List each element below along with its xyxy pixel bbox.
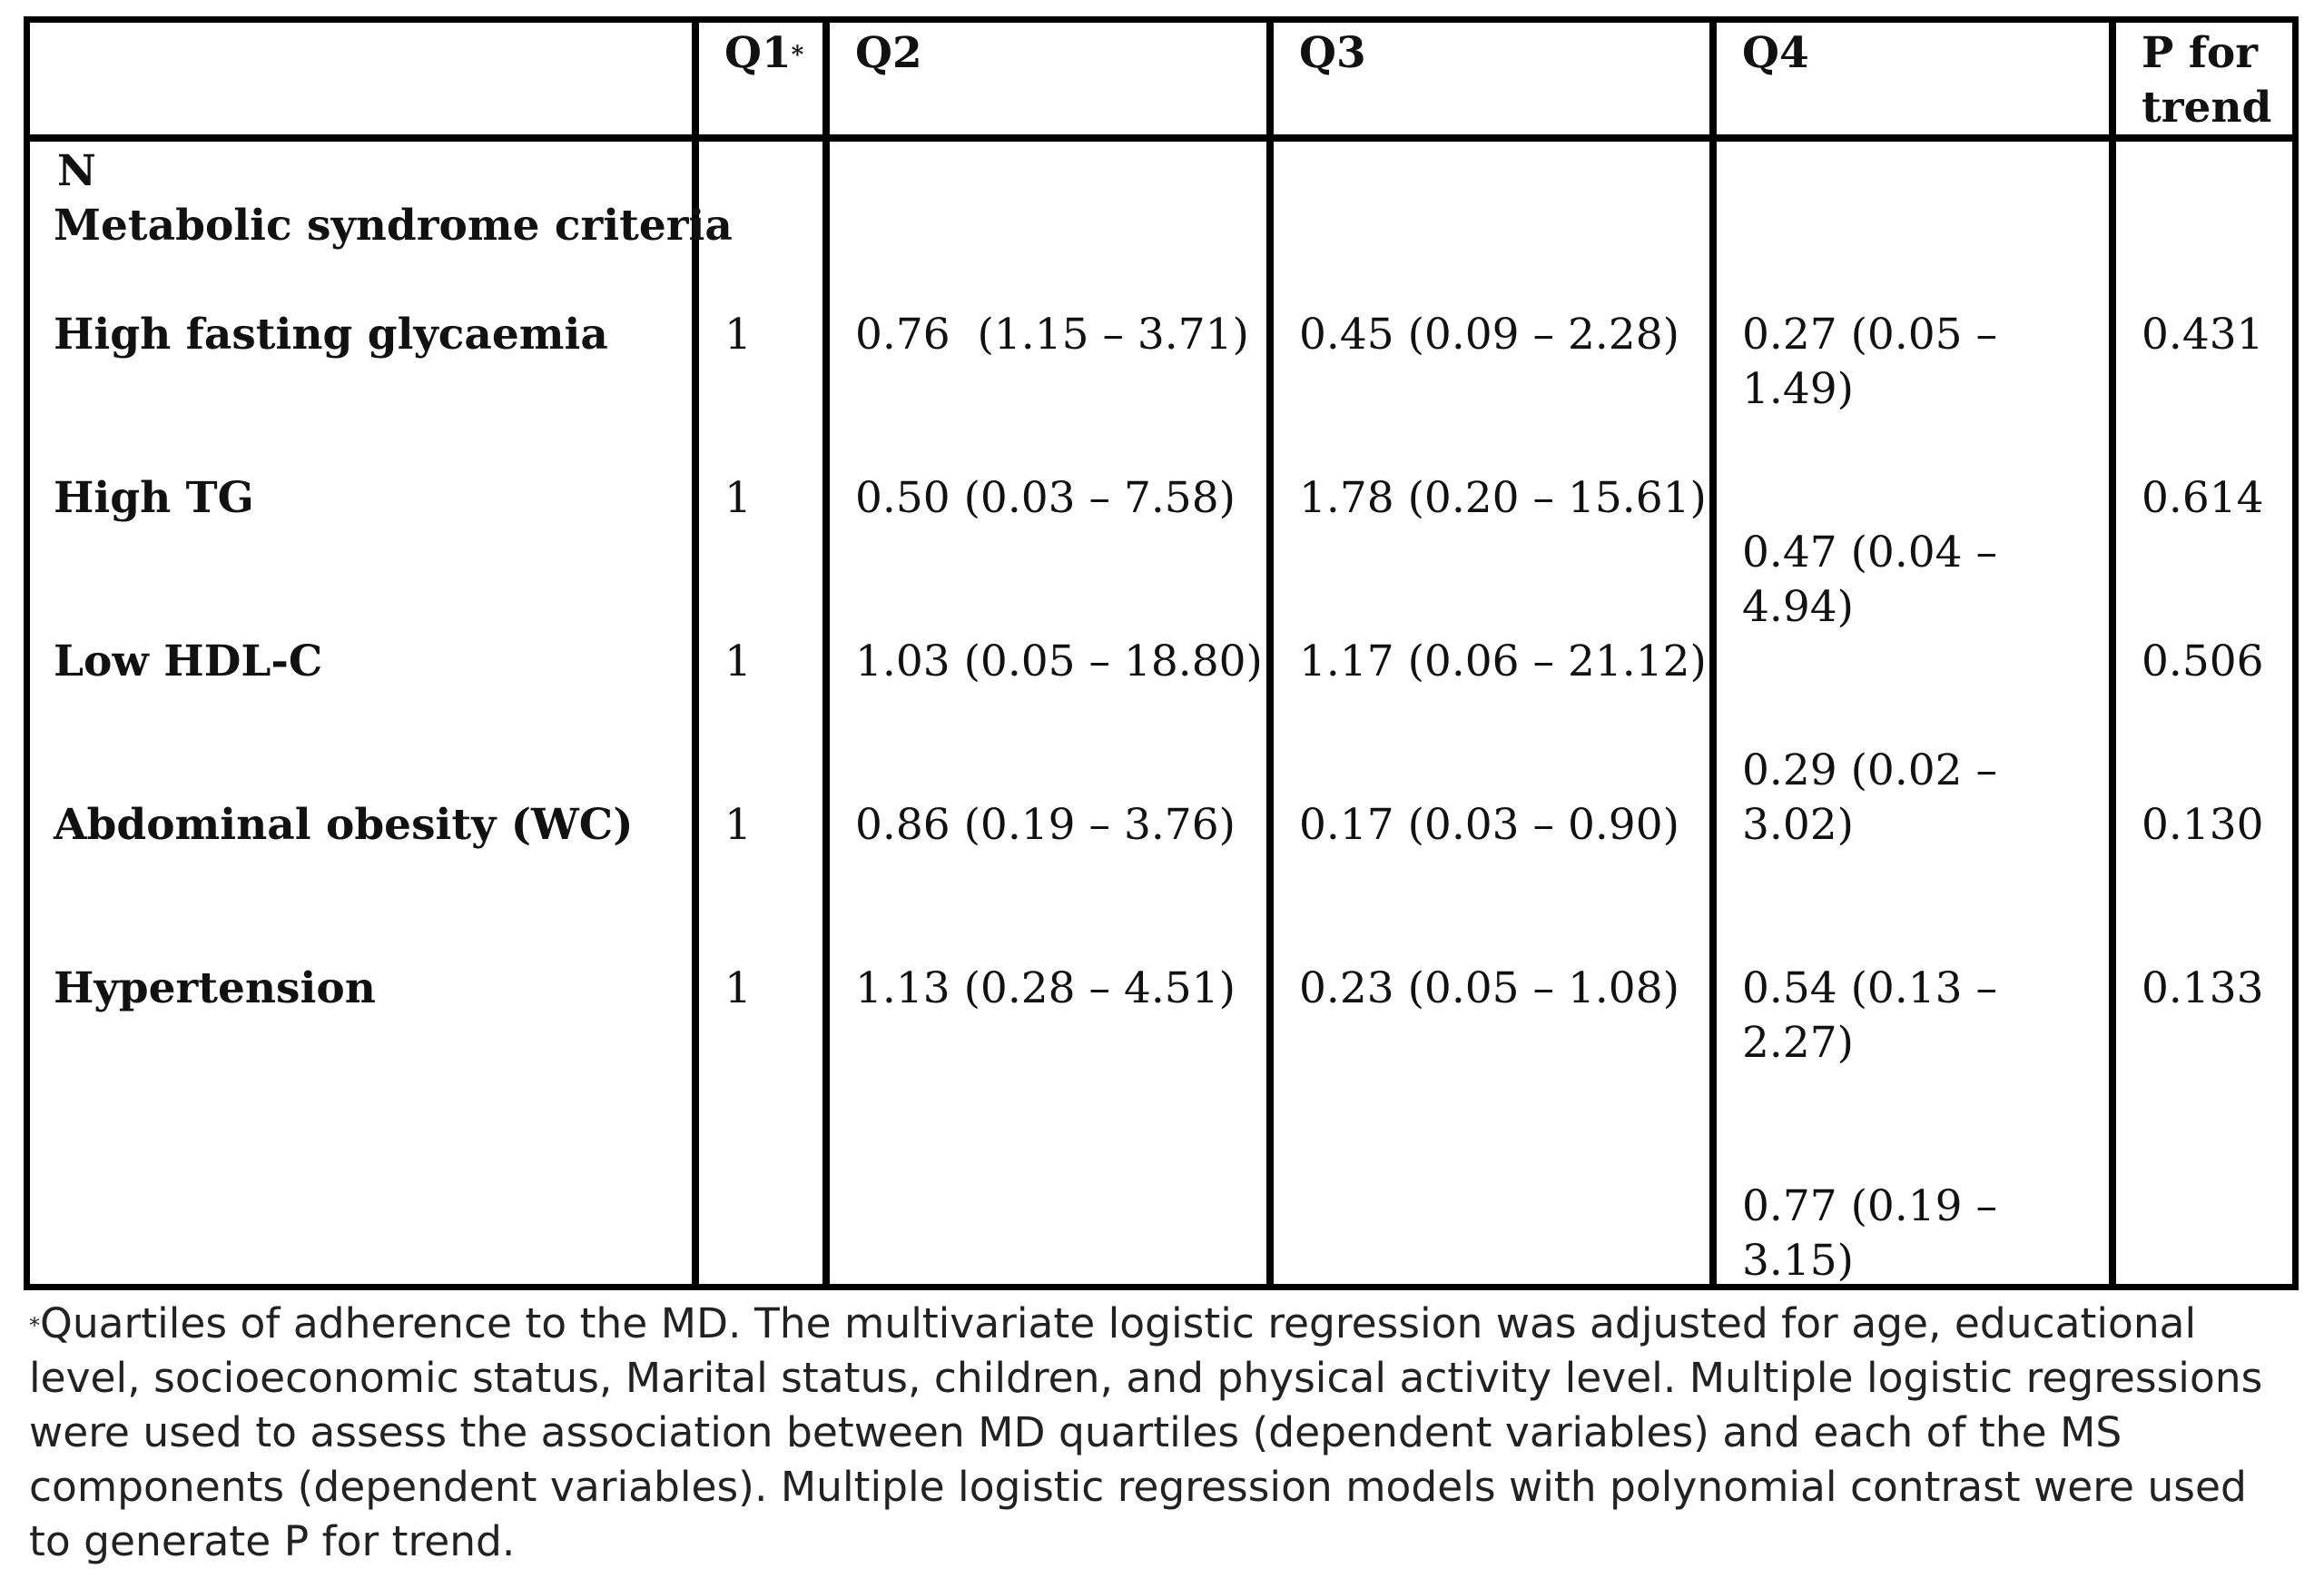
- cell-q1: 1: [724, 800, 752, 850]
- table-footnote: [29, 1297, 2299, 1569]
- row-label: High fasting glycaemia: [54, 310, 608, 360]
- row-label: High TG: [54, 473, 254, 523]
- cell-q3: 1.78 (0.20 – 15.61): [1299, 473, 1707, 523]
- row-label: Hypertension: [54, 963, 376, 1013]
- column-divider: [1709, 23, 1717, 1284]
- cell-q2: 0.86 (0.19 – 3.76): [855, 800, 1236, 850]
- header-q1: [724, 26, 803, 81]
- cell-q3: 0.17 (0.03 – 0.90): [1299, 800, 1679, 850]
- cell-q1: 1: [724, 473, 752, 523]
- cell-q3: 0.23 (0.05 – 1.08): [1299, 963, 1679, 1013]
- column-divider: [2109, 23, 2116, 1284]
- cell-q4: 0.47 (0.04 – 4.94): [1742, 528, 1998, 632]
- cell-q1: 1: [724, 636, 752, 686]
- header-q1-label: Q1: [724, 28, 792, 78]
- cell-q3: 0.45 (0.09 – 2.28): [1299, 310, 1679, 360]
- cell-q3: 1.17 (0.06 – 21.12): [1299, 636, 1707, 686]
- cell-q4: 0.77 (0.19 – 3.15): [1742, 1181, 1998, 1286]
- cell-q2: 1.13 (0.28 – 4.51): [855, 963, 1236, 1013]
- results-table: [24, 16, 2299, 1290]
- n-label: N: [57, 146, 96, 196]
- column-divider: [822, 23, 830, 1284]
- header-p-for-trend: [2142, 26, 2271, 135]
- footnote-text: Quartiles of adherence to the MD. The multivariate logistic regression was adjusted for age, educational level, socioeconomic status, Marital status, children, and physical activity level. Multiple logistic regressions were used to assess the association between MD quartiles (dependent variables) and each of the MS components (dependent variables). Multiple logistic regression models with polynomial contrast were used to generate P for trend.: [29, 1299, 2263, 1565]
- header-q4: Q4: [1742, 28, 1809, 78]
- header-q3: Q3: [1299, 28, 1366, 78]
- footnote-marker: *: [29, 1313, 40, 1338]
- cell-q4: 0.29 (0.02 – 3.02): [1742, 745, 1998, 850]
- header-q1-footnote-marker: *: [791, 42, 804, 69]
- cell-p: 0.133: [2142, 963, 2264, 1013]
- column-divider: [1266, 23, 1274, 1284]
- row-label: Low HDL-C: [54, 636, 323, 686]
- section-label: Metabolic syndrome criteria: [54, 201, 733, 251]
- header-p-line1: P for: [2142, 28, 2259, 78]
- cell-p: 0.506: [2142, 636, 2264, 686]
- cell-q2: 1.03 (0.05 – 18.80): [855, 636, 1263, 686]
- cell-q1: 1: [724, 963, 752, 1013]
- cell-p: 0.130: [2142, 800, 2264, 850]
- cell-q4: 0.54 (0.13 – 2.27): [1742, 963, 1998, 1068]
- cell-p: 0.431: [2142, 310, 2264, 360]
- cell-q4: 0.27 (0.05 – 1.49): [1742, 310, 1998, 414]
- header-p-line2: trend: [2142, 83, 2272, 133]
- cell-p: 0.614: [2142, 473, 2264, 523]
- row-label: Abdominal obesity (WC): [54, 800, 634, 850]
- header-divider: [30, 134, 2292, 142]
- cell-q2: 0.50 (0.03 – 7.58): [855, 473, 1236, 523]
- cell-q1: 1: [724, 310, 752, 360]
- cell-q2: 0.76 (1.15 – 3.71): [855, 310, 1249, 360]
- header-q2: Q2: [855, 28, 922, 78]
